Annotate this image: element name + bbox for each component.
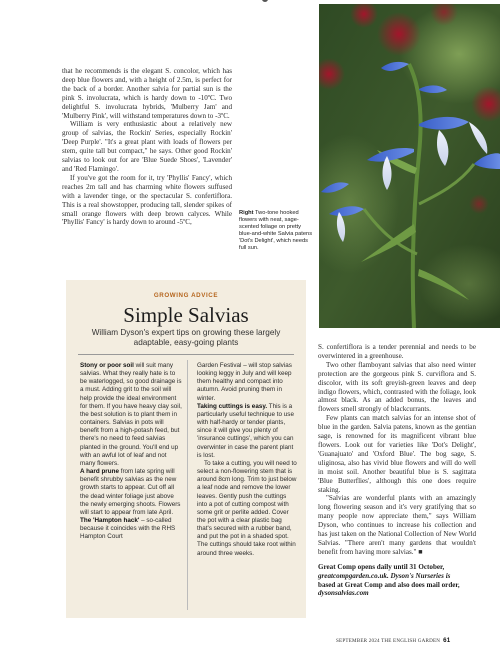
box-paragraph [197,460,297,558]
salvia-photo [319,4,500,328]
box-paragraph-text: from late spring will benefit shrubby salvias as the new growth starts to appear. Cut off all the dead winter foliage just above the newly emerging shoots. Flowers will start to appear from late April. [80,468,181,516]
box-paragraph-text: This is a particularly useful technique to use with half-hardy or tender plants, since it will give you plenty of 'insurance cuttings', which you can overwinter in case the parent plant is lost. [197,402,294,459]
article-paragraph: S. confertiflora is a tender perennial and needs to be overwintered in a greenhouse. [318,343,476,360]
caption-lead: Right [239,210,254,216]
photo-caption [239,210,315,253]
box-paragraph-lead: A hard prune [80,468,119,476]
article-paragraph: If you've got the room for it, try 'Phyllis' Fancy', which reaches 2m tall and has charming white flowers suffused with a lavender tinge, or the spectacular S. confertiflora. This is a real showstopper, producing tall, slender spikes of small orange flowers with deep brown calyces. While 'Phyllis' Fancy' is hardy down to around -5ºC, [62,173,232,227]
box-paragraph-text: will suit many salvias. What they really hate is to be waterlogged, so good drainage is a must. Adding grit to the soil will help provide the ideal environment for them. If you have heavy clay soil, the best solution is to plant them in containers. Salvias in pots will benefit from a high-potash feed, but there's no need to feed salvias planted in the ground. You'll end up with an awful lot of leaf and not many flowers. [80,362,182,467]
box-column-left [80,362,183,541]
info-block [318,563,476,599]
box-paragraph [80,517,183,541]
article-left-column [62,67,232,227]
box-paragraph-text: To take a cutting, you will need to select a non-flowering stem that is around 8cm long. Trim to just below a leaf node and remove the lower leaves. Gently push the cuttings into a pot of cutting compost with some grit or perlite added. Cover the pot with a clear plastic bag that's secured with a rubber band, and put the pot in a shaded spot. The cuttings should take root within around three weeks. [197,459,297,557]
growing-advice-box [66,280,306,618]
info-line: dysonsalvias.com [318,589,369,598]
box-paragraph-lead: Taking cuttings is easy. [197,402,268,410]
box-column-right [197,362,297,558]
box-divider-rule [78,354,294,355]
info-line: Great Comp opens daily until 31 October, [318,562,445,571]
page-footer [336,637,450,644]
box-paragraph-text: – so-called because it coincides with the RHS Hampton Court [80,516,176,541]
page-top-mark [262,0,268,2]
box-paragraph-lead: The 'Hampton hack' [80,516,140,524]
box-paragraph-text: Garden Festival – will stop salvias looking leggy in July and will keep them healthy and compact into autumn. Avoid pruning them in winter. [197,362,292,402]
footer-issue: SEPTEMBER 2024 THE ENGLISH GARDEN [336,638,441,644]
article-paragraph: William is very enthusiastic about a relatively new group of salvias, the Rockin' Series, especially Rockin' 'Deep Purple'. "It's a great plant with loads of flowers per stem, quite tall but compact," he says. Other good Rockin' salvias to look out for are 'Blue Suede Shoes', 'Lavender' and 'Red Flamingo'. [62,120,232,173]
box-paragraph [80,362,183,468]
article-paragraph: "Salvias are wonderful plants with an amazingly long flowering season and it's very gratifying that so many people now appreciate them," says William Dyson, who continues to increase his collection and has just taken on the National Collection of New World Salvias. "There aren't many gardens that wouldn't benefit from having more salvias." ■ [318,494,476,556]
article-paragraph: Few plants can match salvias for an intense shot of blue in the garden. Salvia patens, known as the gentian sage, is renowned for its magnificent vibrant blue flowers. Look out for varieties like 'Dot's Delight', 'Guanajuato' and 'Oxford Blue'. The bog sage, S. uliginosa, also has vivid blue flowers and will do well in moist soil. Another beautiful blue is S. sagittata 'Blue Butterflies', although this one does require staking. [318,414,476,494]
box-paragraph [197,403,297,460]
article-right-column [318,343,476,598]
box-subtitle: William Dyson's expert tips on growing these largely adaptable, easy-going plants [91,328,281,347]
box-paragraph [197,362,297,403]
info-line: greatcompgarden.co.uk. Dyson's Nurseries is [318,571,451,580]
article-paragraph: Two other flamboyant salvias that also need winter protection are the gorgeous pink S. curviflora and S. discolor, with its soft greyish-green leaves and deep indigo flowers, which, contrasted with the foliage, look almost black. As an added bonus, the leaves and flowers smell strongly of blackcurrants. [318,360,476,414]
box-column-divider [187,360,188,610]
box-paragraph-lead: Stony or poor soil [80,362,134,369]
article-paragraph: that he recommends is the elegant S. concolor, which has deep blue flowers and, with a height of 2.5m, is perfect for the back of a border. Another salvia for partial sun is the pink S. involucrata, which is hardy down to -10ºC. Two delightful S. involucrata hybrids, 'Mulberry Jam' and 'Mulberry Pink', will withstand temperatures down to -3ºC. [62,67,232,120]
box-title: Simple Salvias [123,303,249,327]
caption-text: Two-tone hooked flowers with neat, sage-scented foliage on pretty blue-and-white Salvia patens 'Dot's Delight', which needs full sun. [239,210,313,252]
info-line: based at Great Comp and also does mail order, [318,580,460,589]
box-kicker: GROWING ADVICE [153,292,219,299]
page-number: 61 [443,637,451,644]
box-paragraph [80,468,183,517]
